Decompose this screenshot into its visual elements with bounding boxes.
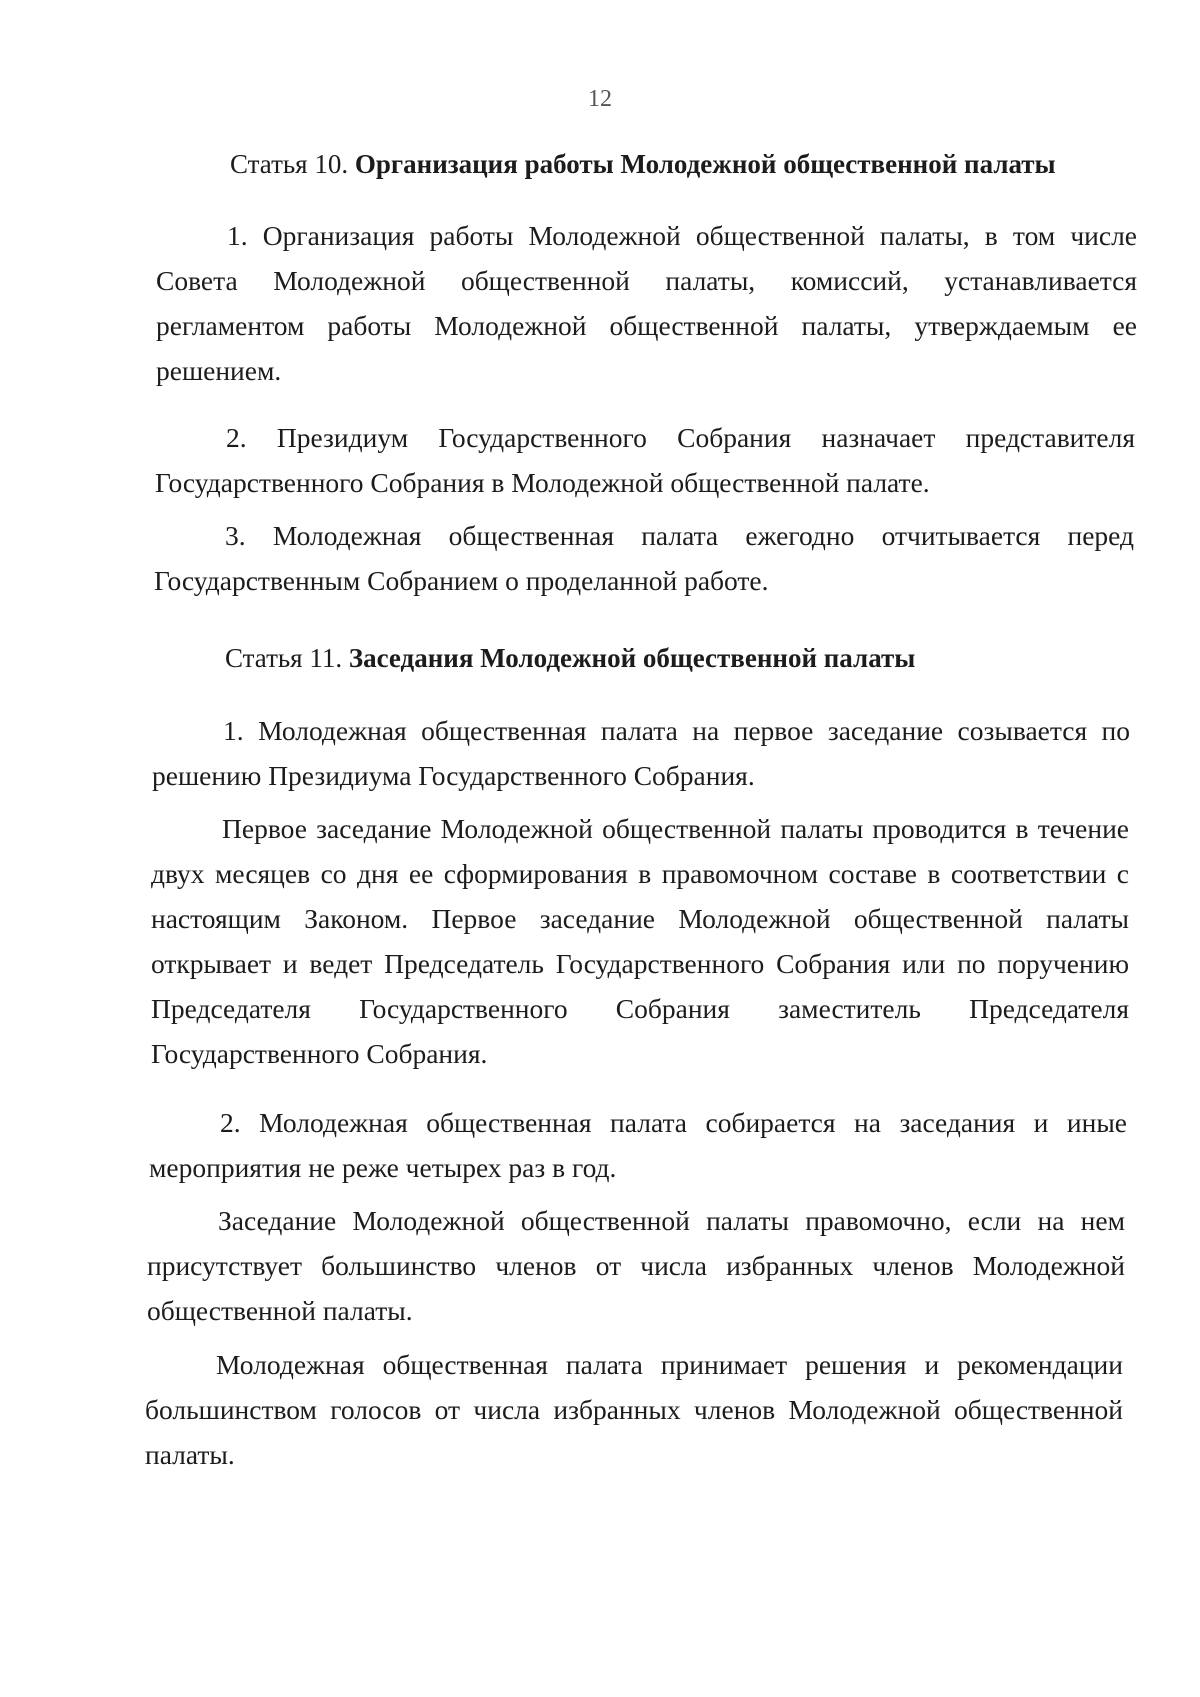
- article-10-title: Организация работы Молодежной общественной палаты: [354, 149, 1056, 179]
- article-11-paragraph-5: Молодежная общественная палата принимает решения и рекомендации большинством голосов от числа избранных членов Молодежной общественной палаты.: [145, 1349, 1123, 1470]
- article-10-prefix: Статья 10.: [230, 149, 349, 179]
- article-10-paragraph-2: 2. Президиум Государственного Собрания назначает представителя Государственного Собрания в Молодежной общественной палате.: [155, 422, 1135, 498]
- article-11-paragraph-2: Первое заседание Молодежной общественной палаты проводится в течение двух месяцев со дня ее сформирования в правомочном составе в соответствии с настоящим Законом. Первое заседание Молодежной общественной палаты открывает и ведет Председатель Государственного Собрания или по поручению Председателя Государственного Собрания заместитель Председателя Государственного Собрания.: [151, 813, 1129, 1069]
- article-10-heading: [230, 149, 1056, 180]
- article-11-paragraph-3: 2. Молодежная общественная палата собирается на заседания и иные мероприятия не реже четырех раз в год.: [149, 1107, 1127, 1183]
- article-11-title: Заседания Молодежной общественной палаты: [348, 643, 916, 673]
- page-number: 12: [588, 86, 612, 112]
- article-11-paragraph-1: 1. Молодежная общественная палата на первое заседание созывается по решению Президиума Государственного Собрания.: [152, 715, 1130, 791]
- article-11-paragraph-4: Заседание Молодежной общественной палаты правомочно, если на нем присутствует большинство членов от числа избранных членов Молодежной общественной палаты.: [147, 1205, 1125, 1326]
- article-11-heading: [225, 643, 915, 674]
- article-10-paragraph-3: 3. Молодежная общественная палата ежегодно отчитывается перед Государственным Собранием о проделанной работе.: [154, 520, 1134, 596]
- article-11-prefix: Статья 11.: [225, 643, 343, 673]
- article-10-paragraph-1: 1. Организация работы Молодежной общественной палаты, в том числе Совета Молодежной общественной палаты, комиссий, устанавливается регламентом работы Молодежной общественной палаты, утверждаемым ее решением.: [156, 220, 1137, 386]
